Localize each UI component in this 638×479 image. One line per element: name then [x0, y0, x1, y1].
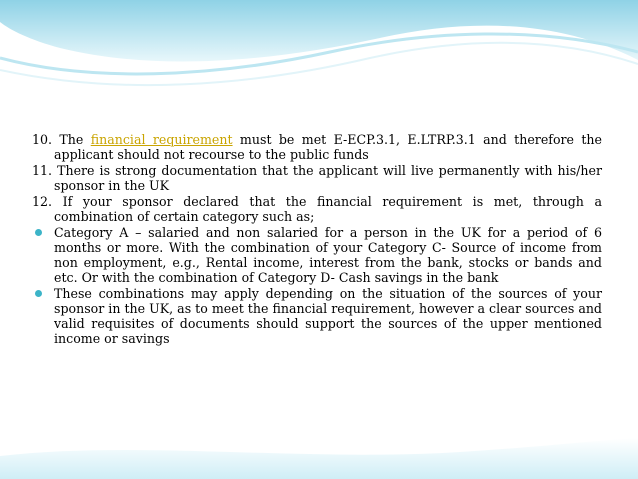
footer-wave	[0, 438, 638, 479]
numbered-item-10	[32, 132, 602, 162]
item-number: 12.	[32, 194, 53, 209]
bullet-icon	[35, 229, 42, 236]
item-text-prefix: The	[52, 132, 91, 147]
item-text: If your sponsor declared that the financial requirement is met, through a combination of certain category such as;	[52, 194, 602, 224]
item-text: There is strong documentation that the applicant will live permanently with his/her sponsor in the UK	[52, 163, 602, 193]
numbered-item-11	[32, 163, 602, 193]
slide-body	[32, 132, 602, 347]
bullet-text: These combinations may apply depending on the situation of the sources of your sponsor in the UK, as to meet the financial requirement, however a clear sources and valid requisites of documents should support the sources of the upper mentioned income or savings	[54, 286, 602, 346]
bullet-text: Category A – salaried and non salaried for a person in the UK for a period of 6 months or more. With the combination of your Category C- Source of income from non employment, e.g., Rental income, interest from the bank, stocks or bands and etc. Or with the combination of Category D- Cash savings in the bank	[54, 225, 602, 285]
item-number: 11.	[32, 163, 53, 178]
item-text-suffix: must be met E-ECP.3.1, E.LTRP.3.1 and therefore the applicant should not recourse to the public funds	[54, 132, 602, 162]
item-number: 10.	[32, 132, 53, 147]
bullet-item-combinations	[32, 286, 602, 346]
bullet-icon	[35, 290, 42, 297]
header-wave	[0, 0, 638, 61]
numbered-item-12	[32, 194, 602, 224]
bullet-item-category-a	[32, 225, 602, 285]
financial-requirement-link[interactable]: financial requirement	[90, 132, 233, 147]
